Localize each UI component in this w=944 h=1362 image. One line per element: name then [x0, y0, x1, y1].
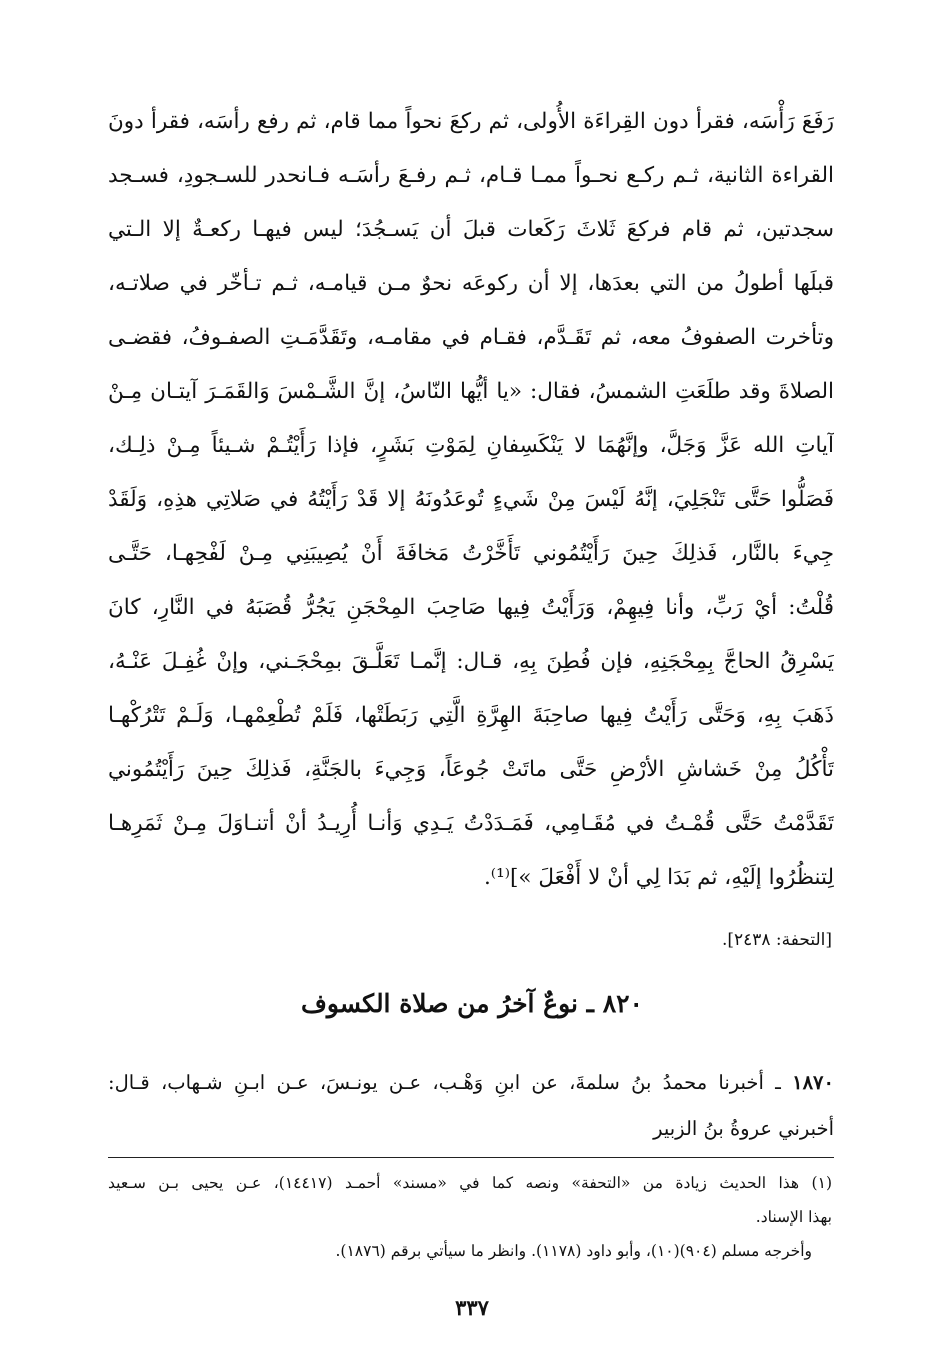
chapter-heading: ٨٢٠ ـ نوعٌ آخرُ من صلاة الكسوف	[301, 989, 643, 1018]
page-number: ٣٣٧	[455, 1295, 489, 1320]
footnote-line: بهذا الإسناد.	[755, 1208, 832, 1226]
text-line: سجدتين، ثم قام فركعَ ثَلاثَ رَكَعات قبلَ أن يَسـجُدَ؛ ليس فيهـا ركعـةٌ إلا الـتي	[108, 217, 834, 242]
footnote-divider	[108, 1157, 834, 1158]
tuhfa-citation: [التحفة: ٢٤٣٨].	[721, 930, 832, 950]
text-line: جِيءَ بالنَّار، فَذلِكَ حِينَ رَأَيْتُمُوني تَأَخَّرْتُ مَخافَةَ أَنْ يُصِيبَنِي مِـنْ لَفْحِهـا، حَتَّـى	[108, 541, 834, 566]
text-line: تَأْكُلُ مِنْ خَشاشِ الأرْضِ حَتَّى ماتَتْ جُوعَاً، وَجِيءَ بالجَنَّةِ، فَذلِكَ حِينَ رَأَيْتُمُوني	[108, 757, 834, 782]
text-line: وتأخرت الصفوفُ معه، ثم تَقَـدَّم، فقـام في مقامـه، وتَقَدَّمَـتِ الصفـوفُ، فقضـى	[108, 325, 834, 350]
text-line: آياتِ الله عَزَّ وَجَلَّ، وإنَّهُمَا لا يَنْكَسِفانِ لِمَوْتِ بَشَرٍ، فإذا رَأَيْتُـمْ شـيئاً مِـنْ ذلِـك،	[108, 433, 834, 458]
text-line: رَفَعَ رَأْسَه، فقرأ دون القِراءَة الأُولى، ثم ركعَ نحواً مما قام، ثم رفع رأسَه، فقرأ دونَ	[108, 109, 834, 134]
hadith-1870	[108, 1060, 834, 1152]
footnote-line: وأخرجه مسلم (٩٠٤)(١٠)، وأبو داود (١١٧٨). وانظر ما سيأتي برقم (١٨٧٦).	[335, 1242, 812, 1260]
text-line: يَسْرِقُ الحاجَّ بِمِحْجَنِهِ، فإن فُطِنَ بِهِ، قـال: إنَّمـا تَعَلَّـقَ بمِحْجَـني، وإنْ غُفِـلَ عَنْـهُ،	[108, 649, 834, 674]
text-line: تَقَدَّمْتُ حَتَّى قُمْـتُ في مُقَـامِي، فَمَـدَدْتُ يَـدِي وَأنـا أُرِيـدُ أنْ أتنـاوَلَ مِـنْ ثَمَرِهـا	[108, 811, 834, 836]
text-line: الصلاةَ وقد طلَعَتِ الشمسُ، فقال: «يا أيُّها النّاسُ، إنَّ الشَّـمْسَ وَالقَمَـرَ آيتـان مِـنْ	[108, 379, 834, 404]
text-line: القراءة الثانية، ثـم ركـع نحـواً ممـا قـام، ثـم رفـعَ رأسَـه فـانحدر للسـجودِ، فسـجد	[108, 163, 834, 188]
footnotes	[108, 1166, 832, 1268]
text-line: لِتنظُرُوا إلَيْهِ، ثم بَدَا لِي أنْ لا أَفْعَلَ »]⁽¹⁾.	[483, 865, 834, 890]
hadith-first-line	[108, 1060, 834, 1106]
text-line: قبلَها أطولُ من التي بعدَها، إلا أن ركوعَه نحوٌ مـن قيامـه، ثـم تـأخّر في صلاتـه،	[108, 271, 834, 296]
text-line: قُلْتُ: أيْ رَبِّ، وأنا فِيهِمْ، وَرَأَيْتُ فِيها صَاحِبَ المِحْجَنِ يَجُرُّ قُصَبَهُ في النَّارِ، كانَ	[108, 595, 834, 620]
hadith-number: ١٨٧٠	[792, 1071, 834, 1094]
footnote-line: (١) هذا الحديث زيادة من «التحفة» ونصه كما في «مسند» أحمـد (١٤٤١٧)، عـن يحيى بـن سـعيد	[108, 1174, 832, 1192]
hadith-second-line: أخبرني عروةُ بنُ الزبير	[653, 1117, 834, 1140]
hadith-isnad-start: ـ أخبرنا محمدُ بنُ سلمةَ، عن ابنِ وَهْـب، عـن يونـسَ، عـن ابـنِ شـهاب، قـال:	[108, 1071, 793, 1094]
text-line: فَصَلُّوا حَتَّى تَنْجَلِيَ، إنَّهُ لَيْسَ مِنْ شَيءٍ تُوعَدُونَهُ إلا قَدْ رَأَيْتُهُ في صَلاتِي هذِهِ، وَلَقَدْ	[108, 487, 834, 512]
text-line: ذَهَبَ بِهِ، وَحَتَّى رَأَيْتُ فِيها صاحِبَةَ الهِرَّةِ الَّتِي رَبَطَتْها، فَلَمْ تُطْعِمْهـا، وَلَـمْ تَتْرُكْهـا	[108, 703, 834, 728]
hadith-body-text	[108, 95, 834, 905]
